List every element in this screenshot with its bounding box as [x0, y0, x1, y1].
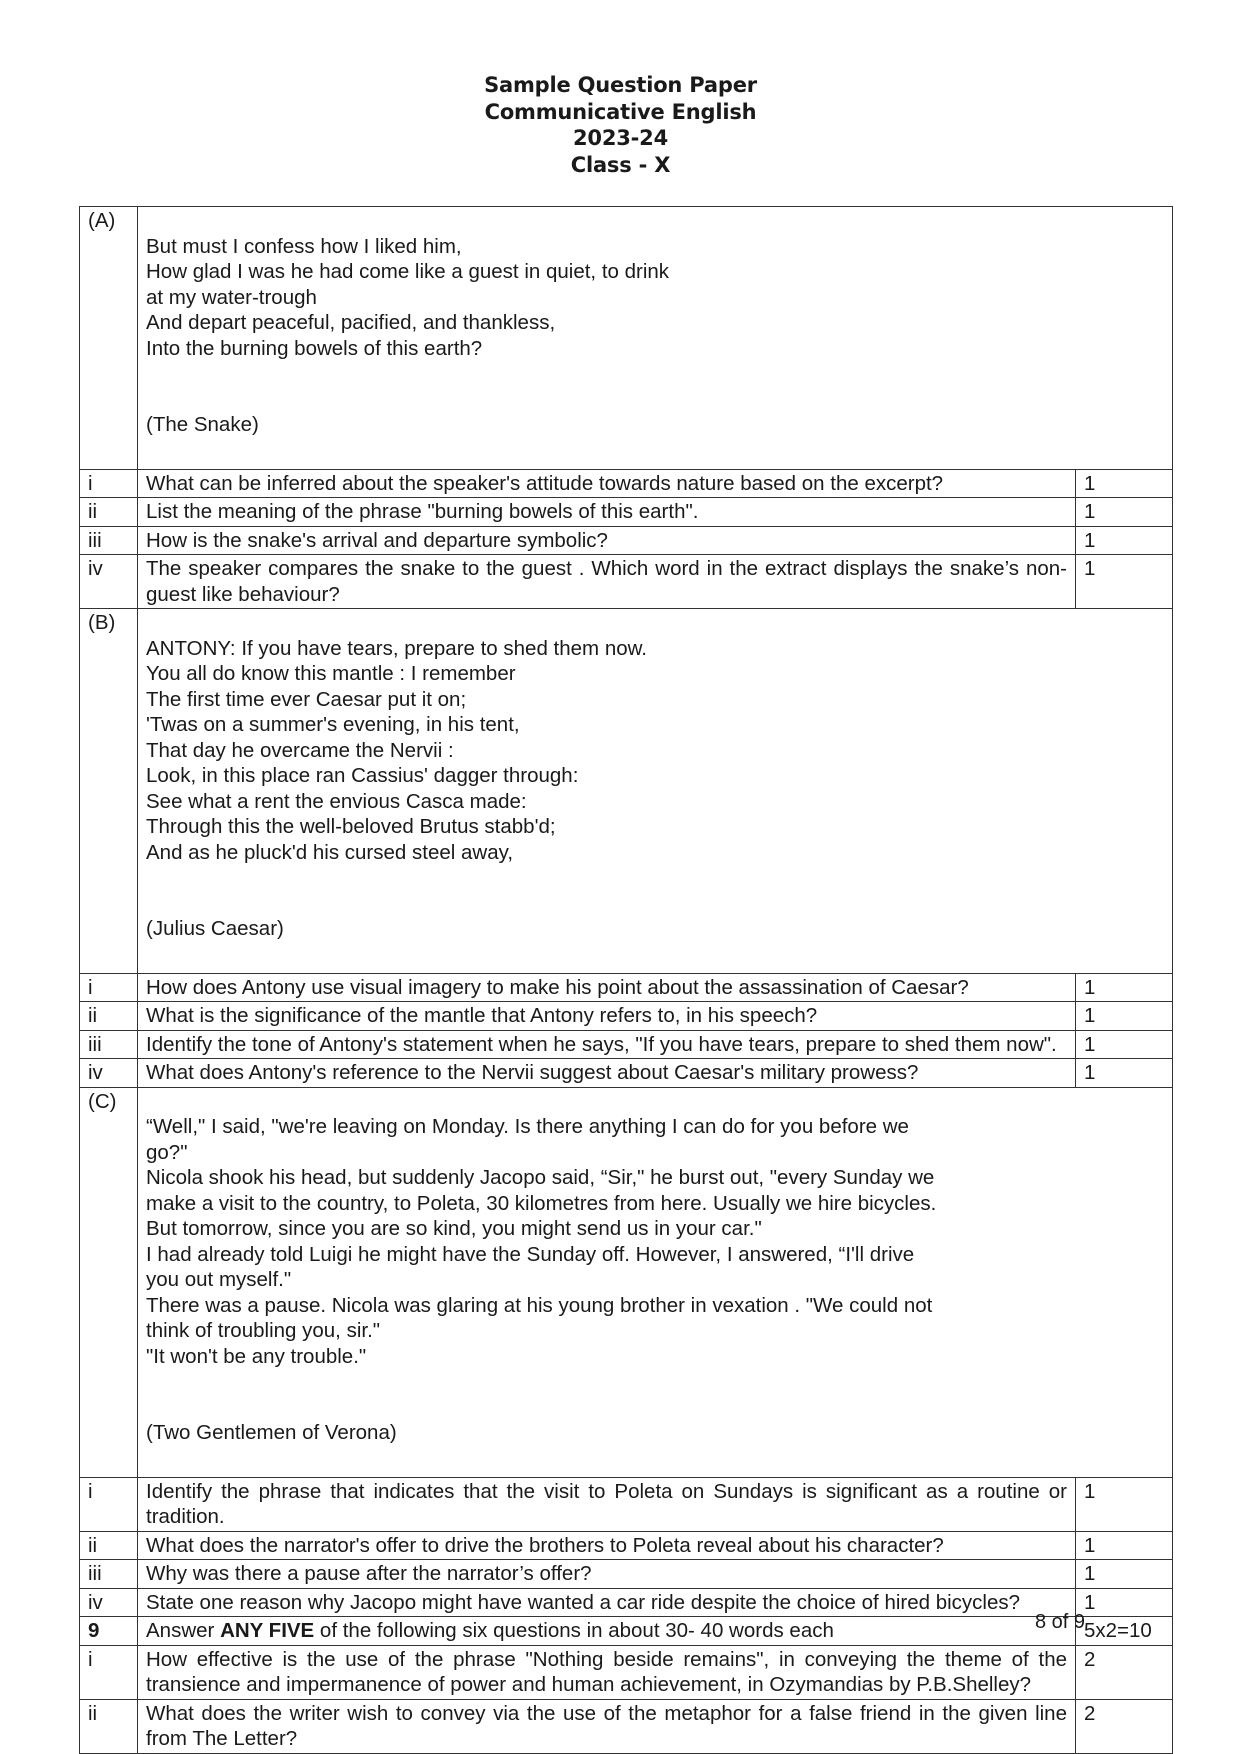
- passage-source: (Two Gentlemen of Verona): [146, 1420, 397, 1444]
- passage-cell: [138, 1087, 1173, 1477]
- section-a-passage-row: [80, 207, 1173, 470]
- table-row: [80, 1030, 1173, 1059]
- passage-source: (Julius Caesar): [146, 916, 284, 940]
- question-number: i: [80, 1645, 138, 1699]
- question-text: Why was there a pause after the narrator’s offer?: [138, 1560, 1076, 1589]
- question-text: What is the significance of the mantle that Antony refers to, in his speech?: [138, 1002, 1076, 1031]
- question-text: What does the writer wish to convey via the use of the metaphor for a false friend in the given line from The Letter?: [138, 1699, 1076, 1753]
- passage-text: “Well," I said, "we're leaving on Monday. Is there anything I can do for you before we go?" Nicola shook his head, but suddenly Jacopo said, “Sir," he burst out, "every Sunday we make a visit to the country, to Poleta, 30 kilometres from here. Usually we hire bicycles. But tomorrow, since you are so kind, you might send us in your car." I had already told Luigi he might have the Sunday off. However, I answered, “I'll drive you out myself." There was a pause. Nicola was glaring at his young brother in vexation . "We could not think of troubling you, sir." "It won't be any trouble.": [146, 1115, 937, 1368]
- section-label: (C): [80, 1087, 138, 1477]
- question-instruction: [138, 1617, 1076, 1646]
- question-marks: 1: [1076, 555, 1173, 609]
- question-number: ii: [80, 1699, 138, 1753]
- table-row: [80, 469, 1173, 498]
- question-number: iii: [80, 526, 138, 555]
- question-marks: 1: [1076, 1588, 1173, 1617]
- question-text: How is the snake's arrival and departure symbolic?: [138, 526, 1076, 555]
- question-text: How effective is the use of the phrase "Nothing beside remains", in conveying the theme of the transience and impermanence of power and human achievement, in Ozymandias by P.B.Shelley?: [138, 1645, 1076, 1699]
- question-number: ii: [80, 1002, 138, 1031]
- instruction-emphasis: ANY FIVE: [220, 1619, 315, 1642]
- question-number: iv: [80, 555, 138, 609]
- table-row: [80, 1002, 1173, 1031]
- question-number: i: [80, 973, 138, 1002]
- passage-text: But must I confess how I liked him, How glad I was he had come like a guest in quiet, to drink at my water-trough And depart peaceful, pacified, and thankless, Into the burning bowels of this earth?: [146, 234, 670, 360]
- question-number: i: [80, 469, 138, 498]
- header-year: 2023-24: [573, 126, 668, 150]
- question-marks: 1: [1076, 1560, 1173, 1589]
- passage-source: (The Snake): [146, 412, 259, 436]
- question-marks: 1: [1076, 469, 1173, 498]
- section-label: (A): [80, 207, 138, 470]
- question-9-row: [80, 1617, 1173, 1646]
- header-title: Sample Question Paper: [484, 73, 757, 97]
- header-class: Class - X: [570, 152, 671, 177]
- question-text: State one reason why Jacopo might have wanted a car ride despite the choice of hired bicycles?: [138, 1588, 1076, 1617]
- table-row: [80, 1645, 1173, 1699]
- question-number: iii: [80, 1030, 138, 1059]
- table-row: [80, 555, 1173, 609]
- paper-header: [0, 72, 1241, 178]
- question-text: Identify the phrase that indicates that the visit to Poleta on Sundays is significant as a routine or tradition.: [138, 1477, 1076, 1531]
- question-marks: 1: [1076, 1059, 1173, 1088]
- passage-text: ANTONY: If you have tears, prepare to shed them now. You all do know this mantle : I remember The first time ever Caesar put it on; 'Twas on a summer's evening, in his tent, That day he overcame the Nervii : Look, in this place ran Cassius' dagger through: See what a rent the envious Casca made: Through this the well-beloved Brutus stabb'd; And as he pluck'd his cursed steel away,: [146, 636, 647, 864]
- header-subject: Communicative English: [484, 99, 757, 124]
- question-table: [79, 206, 1173, 1754]
- question-text: The speaker compares the snake to the guest . Which word in the extract displays the snake’s non-guest like behaviour?: [138, 555, 1076, 609]
- table-row: [80, 1699, 1173, 1753]
- section-c-passage-row: [80, 1087, 1173, 1477]
- table-row: [80, 1531, 1173, 1560]
- question-text: What can be inferred about the speaker's attitude towards nature based on the excerpt?: [138, 469, 1076, 498]
- instruction-post: of the following six questions in about 30- 40 words each: [314, 1619, 834, 1642]
- table-row: [80, 1588, 1173, 1617]
- question-text: What does Antony's reference to the Nervii suggest about Caesar's military prowess?: [138, 1059, 1076, 1088]
- table-row: [80, 1477, 1173, 1531]
- question-text: What does the narrator's offer to drive the brothers to Poleta reveal about his character?: [138, 1531, 1076, 1560]
- section-b-passage-row: [80, 609, 1173, 974]
- passage-cell: [138, 609, 1173, 974]
- question-marks: 2: [1076, 1645, 1173, 1699]
- question-number: iv: [80, 1588, 138, 1617]
- table-row: [80, 498, 1173, 527]
- question-marks: 5x2=10: [1076, 1617, 1173, 1646]
- question-marks: 2: [1076, 1699, 1173, 1753]
- question-marks: 1: [1076, 526, 1173, 555]
- table-row: [80, 973, 1173, 1002]
- table-row: [80, 1059, 1173, 1088]
- question-marks: 1: [1076, 973, 1173, 1002]
- question-text: Identify the tone of Antony's statement when he says, "If you have tears, prepare to shed them now".: [138, 1030, 1076, 1059]
- table-row: [80, 1560, 1173, 1589]
- question-text: How does Antony use visual imagery to make his point about the assassination of Caesar?: [138, 973, 1076, 1002]
- passage-cell: [138, 207, 1173, 470]
- question-marks: 1: [1076, 1030, 1173, 1059]
- section-label: (B): [80, 609, 138, 974]
- question-number: ii: [80, 498, 138, 527]
- table-row: [80, 526, 1173, 555]
- question-number: iv: [80, 1059, 138, 1088]
- question-marks: 1: [1076, 1531, 1173, 1560]
- question-marks: 1: [1076, 498, 1173, 527]
- question-number: 9: [80, 1617, 138, 1646]
- question-number: i: [80, 1477, 138, 1531]
- instruction-pre: Answer: [146, 1619, 221, 1642]
- question-text: List the meaning of the phrase "burning bowels of this earth".: [138, 498, 1076, 527]
- question-number: iii: [80, 1560, 138, 1589]
- question-marks: 1: [1076, 1477, 1173, 1531]
- page-number: 8 of 9: [1035, 1611, 1086, 1633]
- question-marks: 1: [1076, 1002, 1173, 1031]
- question-number: ii: [80, 1531, 138, 1560]
